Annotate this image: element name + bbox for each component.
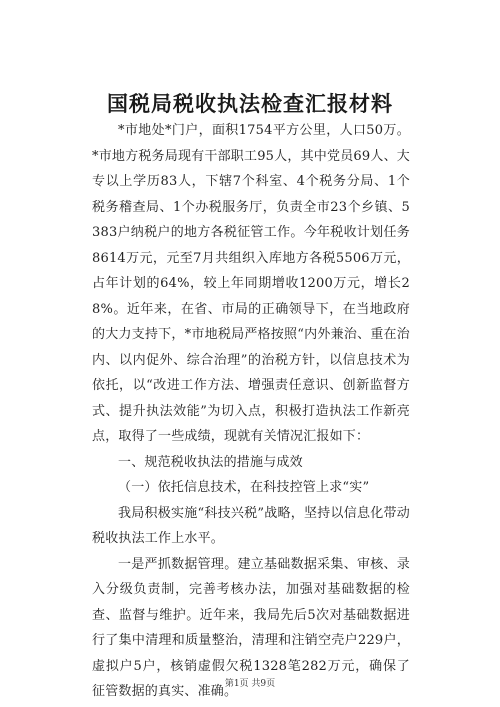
paragraph-strategy: 我局积极实施“科技兴税”战略，坚持以信息化带动税收执法工作上水平。	[92, 505, 410, 546]
paragraph-data-management: 一是严抓数据管理。建立基础数据采集、审核、录入分级负责制，完善考核办法，加强对基础数据的检查、监督与维护。近年来，我局先后5次对基础数据进行了集中清理和质量整治，清理和注销空壳户229户，虚拟户5户，核销虚假欠税1328笔282万元，确保了征管数据的真实、准确。	[92, 556, 410, 699]
document-body	[92, 118, 410, 705]
subsection-heading: （一）依托信息技术，在科技控管上求“实”	[118, 480, 370, 495]
paragraph-intro: *市地处*门户，面积1754平方公里，人口50万。*市地方税务局现有干部职工95人，其中党员69人、大专以上学历83人，下辖7个科室、4个税务分局、1个税务稽查局、1个办税服务厅，负责全市23个乡镇、5383户纳税户的地方各税征管工作。今年税收计划任务8614万元，元至7月共组织入库地方各税5506万元，占年计划的64%，较上年同期增收1200万元，增长28%。近年来，在省、市局的正确领导下，在当地政府的大力支持下，*市地税局严格按照“内外兼治、重在治内、以内促外、综合治理”的治税方针，以信息技术为依托，以“改进工作方法、增强责任意识、创新监督方式、提升执法效能”为切入点，积极打造执法工作新亮点，取得了一些成绩，现就有关情况汇报如下：	[92, 123, 410, 444]
document-title: 国税局税收执法检查汇报材料	[107, 91, 393, 116]
page-footer: 第1页 共9页	[224, 679, 276, 689]
section-heading: 一、规范税收执法的措施与成效	[118, 454, 303, 470]
